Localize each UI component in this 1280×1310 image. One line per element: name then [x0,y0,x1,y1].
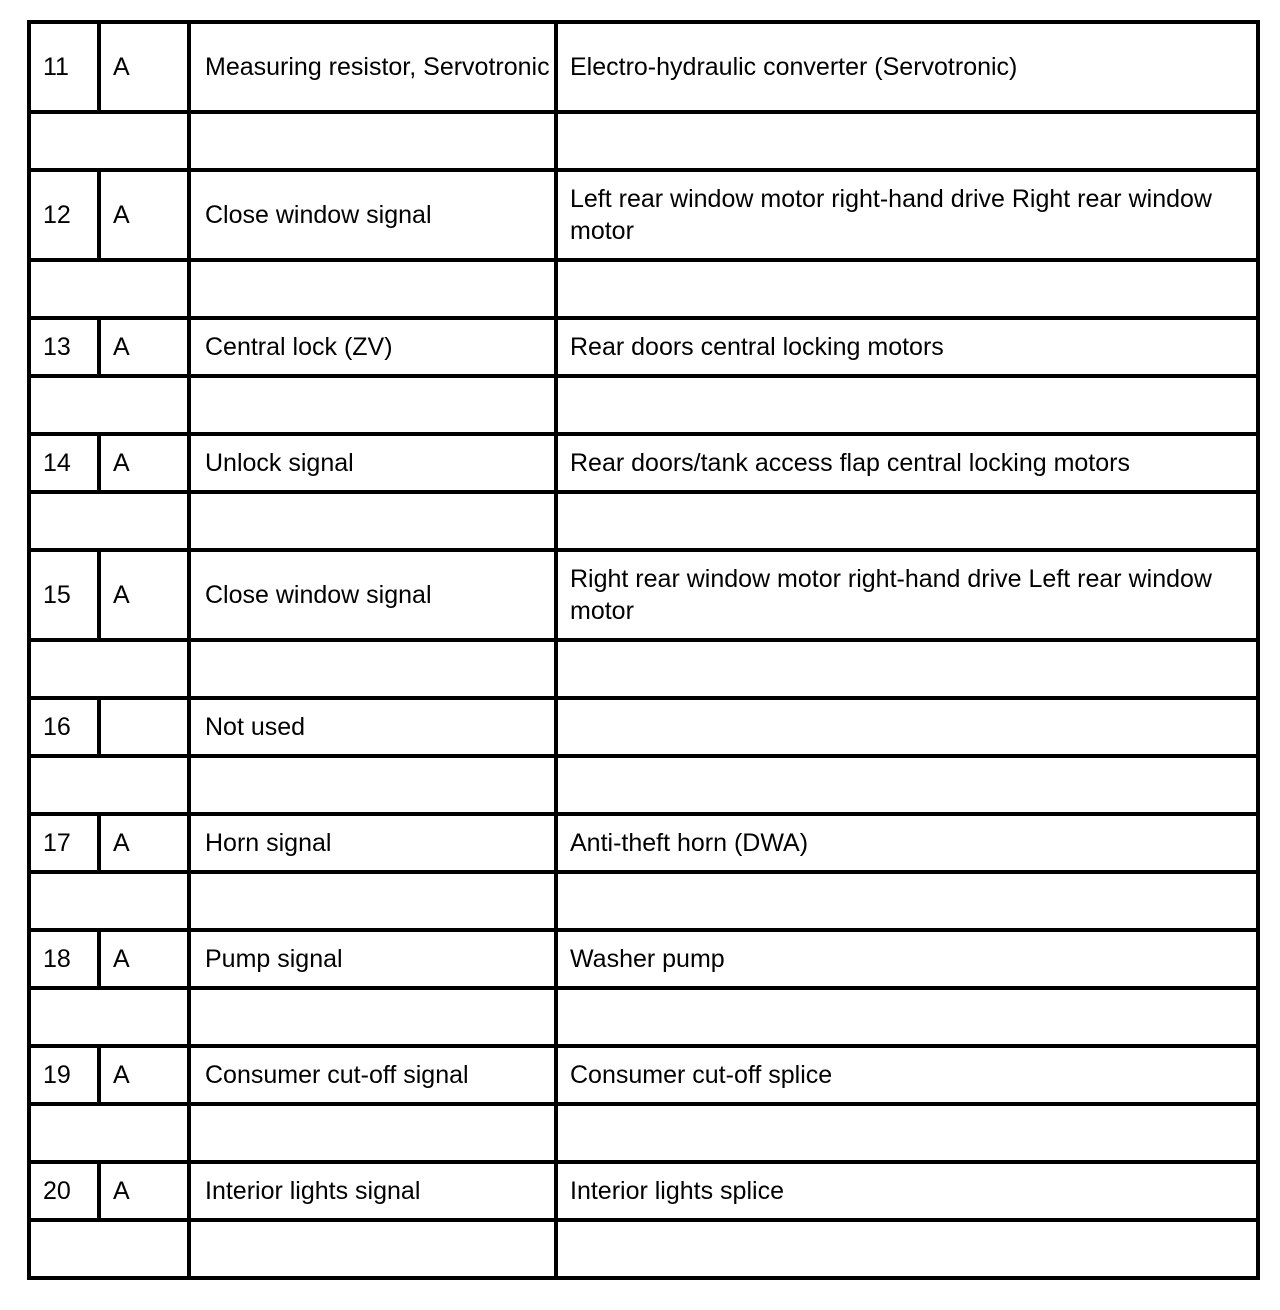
spacer-row [29,872,1258,930]
pin-number: 15 [29,550,99,640]
pin-type: A [99,930,189,988]
pin-type: A [99,170,189,260]
empty-cell [29,1104,189,1162]
empty-cell [556,1220,1258,1278]
pin-connection: Anti-theft horn (DWA) [556,814,1258,872]
empty-cell [556,492,1258,550]
empty-cell [556,872,1258,930]
spacer-row [29,1220,1258,1278]
spacer-row [29,492,1258,550]
pin-type: A [99,22,189,112]
pin-assignment-table [27,20,1260,1280]
empty-cell [189,376,556,434]
table-row [29,550,1258,640]
empty-cell [189,872,556,930]
pin-connection: Washer pump [556,930,1258,988]
pin-type: A [99,550,189,640]
table-row [29,814,1258,872]
pin-number: 19 [29,1046,99,1104]
spacer-row [29,376,1258,434]
pin-number: 16 [29,698,99,756]
spacer-row [29,260,1258,318]
pin-number: 11 [29,22,99,112]
spacer-row [29,756,1258,814]
table-row [29,698,1258,756]
table-row [29,930,1258,988]
empty-cell [189,1104,556,1162]
pin-description: Measuring resistor, Servotronic [189,22,556,112]
pin-number: 13 [29,318,99,376]
pin-number: 17 [29,814,99,872]
pin-description: Consumer cut-off signal [189,1046,556,1104]
pin-type [99,698,189,756]
empty-cell [29,872,189,930]
pin-type: A [99,318,189,376]
pin-number: 14 [29,434,99,492]
pin-type: A [99,434,189,492]
pin-description: Not used [189,698,556,756]
empty-cell [189,640,556,698]
empty-cell [189,112,556,170]
empty-cell [29,640,189,698]
pin-connection: Left rear window motor right-hand drive Right rear window motor [556,170,1258,260]
pin-connection: Electro-hydraulic converter (Servotronic) [556,22,1258,112]
empty-cell [29,1220,189,1278]
pin-description: Horn signal [189,814,556,872]
pin-description: Pump signal [189,930,556,988]
pin-number: 12 [29,170,99,260]
spacer-row [29,112,1258,170]
empty-cell [29,988,189,1046]
empty-cell [556,112,1258,170]
empty-cell [29,492,189,550]
empty-cell [189,260,556,318]
empty-cell [556,988,1258,1046]
empty-cell [556,376,1258,434]
empty-cell [189,492,556,550]
pin-number: 20 [29,1162,99,1220]
empty-cell [29,260,189,318]
table-row [29,1046,1258,1104]
pin-connection: Interior lights splice [556,1162,1258,1220]
pin-description: Unlock signal [189,434,556,492]
pin-connection: Consumer cut-off splice [556,1046,1258,1104]
pin-description: Interior lights signal [189,1162,556,1220]
empty-cell [556,640,1258,698]
empty-cell [29,756,189,814]
empty-cell [556,260,1258,318]
pin-number: 18 [29,930,99,988]
empty-cell [189,756,556,814]
table-row [29,1162,1258,1220]
empty-cell [556,756,1258,814]
pin-description: Close window signal [189,170,556,260]
table-row [29,22,1258,112]
pin-connection [556,698,1258,756]
empty-cell [189,988,556,1046]
spacer-row [29,988,1258,1046]
spacer-row [29,640,1258,698]
pin-connection: Right rear window motor right-hand drive Left rear window motor [556,550,1258,640]
pin-description: Close window signal [189,550,556,640]
empty-cell [556,1104,1258,1162]
spacer-row [29,1104,1258,1162]
empty-cell [29,112,189,170]
table-row [29,318,1258,376]
pin-connection: Rear doors/tank access flap central locking motors [556,434,1258,492]
table-row [29,170,1258,260]
empty-cell [189,1220,556,1278]
pin-type: A [99,814,189,872]
table-row [29,434,1258,492]
empty-cell [29,376,189,434]
pin-type: A [99,1162,189,1220]
pin-connection: Rear doors central locking motors [556,318,1258,376]
pin-type: A [99,1046,189,1104]
pin-description: Central lock (ZV) [189,318,556,376]
